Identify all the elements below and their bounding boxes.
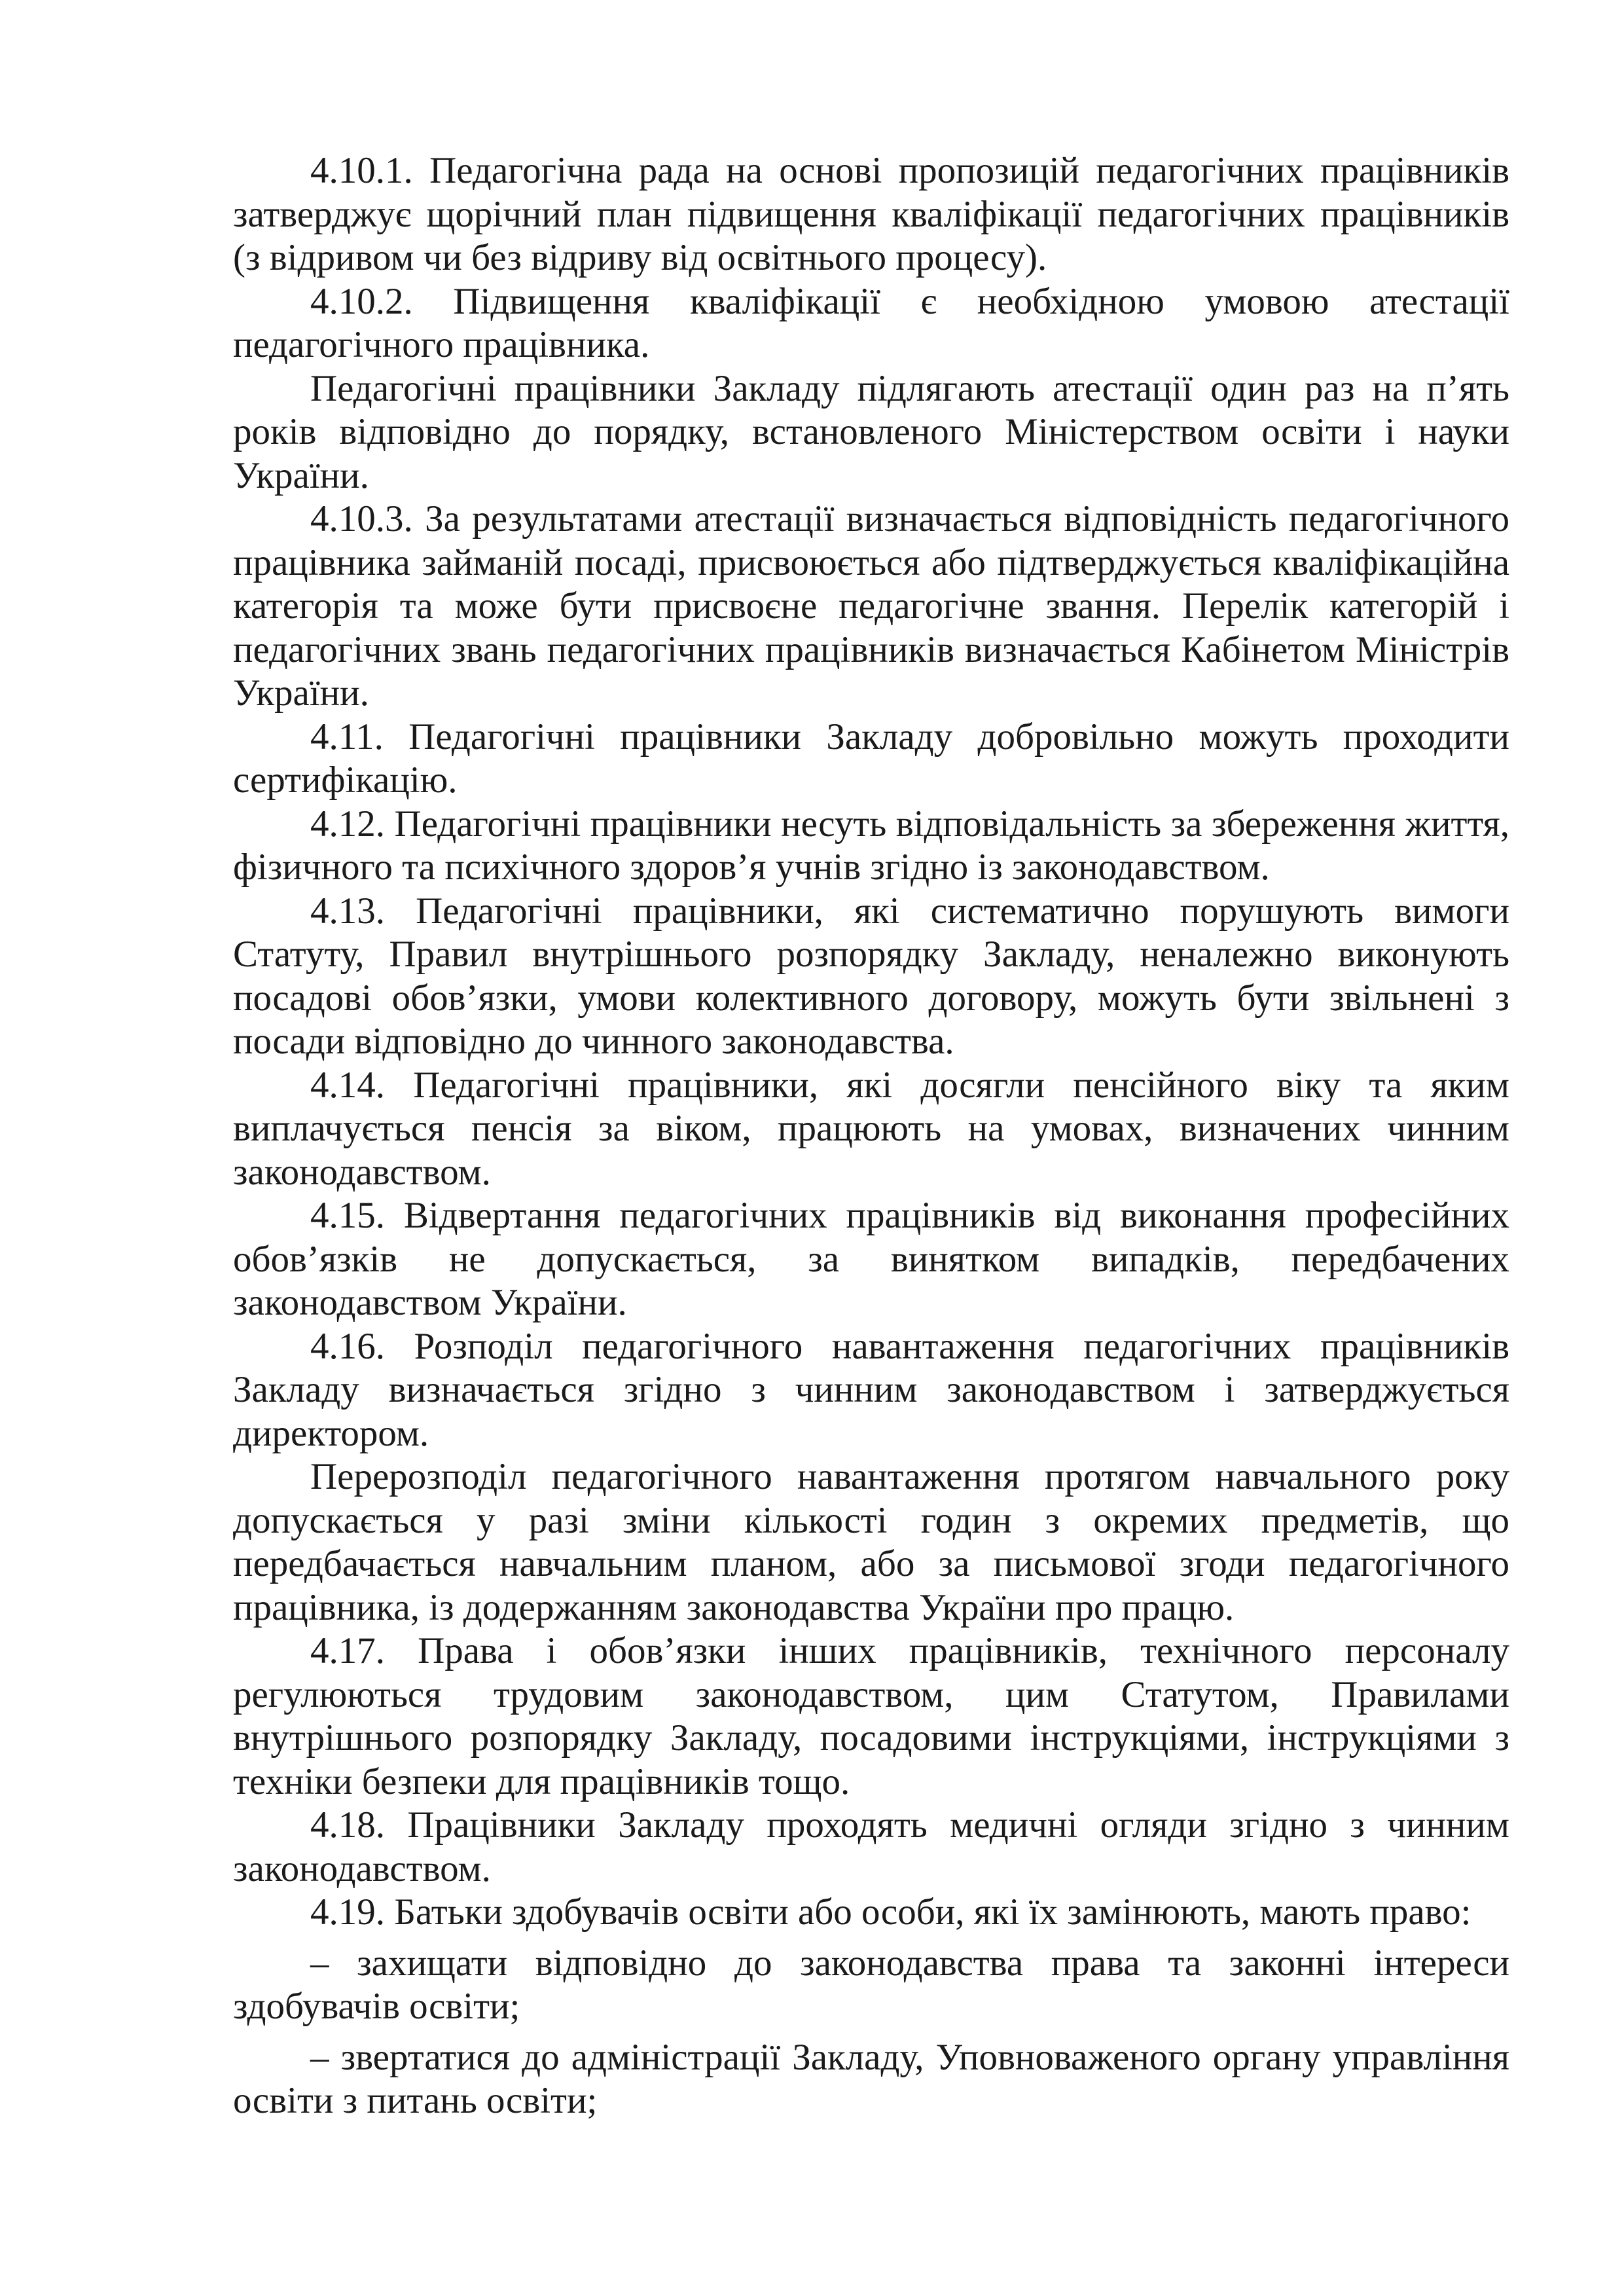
- list-item: [233, 1942, 1509, 2029]
- paragraph-4-17: 4.17. Права і обов’язки інших працівників, технічного персоналу регулюються трудовим законодавством, цим Статутом, Правилами внутрішнього розпорядку Закладу, посадовими інструкціями, інструкціями з техніки безпеки для працівників тощо.: [233, 1630, 1509, 1802]
- paragraph-4-10-3: 4.10.3. За результатами атестації визначається відповідність педагогічного працівника займаній посаді, присвоюється або підтверджується кваліфікаційна категорія та може бути присвоєне педагогічне звання. Перелік категорій і педагогічних звань педагогічних працівників визначається Кабінетом Міністрів України.: [233, 498, 1509, 714]
- paragraph-attestation: Педагогічні працівники Закладу підлягають атестації один раз на п’ять років відповідно до порядку, встановленого Міністерством освіти і науки України.: [233, 367, 1509, 496]
- paragraph-4-13: 4.13. Педагогічні працівники, які систематично порушують вимоги Статуту, Правил внутрішнього розпорядку Закладу, неналежно виконують посадові обов’язки, умови колективного договору, можуть бути звільнені з посади відповідно до чинного законодавства.: [233, 890, 1509, 1062]
- document-page: [233, 149, 1509, 2123]
- paragraph-4-10-2: 4.10.2. Підвищення кваліфікації є необхідною умовою атестації педагогічного працівника.: [233, 280, 1509, 365]
- list-dash: –: [310, 2036, 329, 2078]
- list-item-text: звертатися до адміністрації Закладу, Уповноваженого органу управління освіти з питань освіти;: [233, 2036, 1509, 2121]
- list-dash: –: [310, 1942, 329, 1984]
- paragraph-redistribution: Перерозподіл педагогічного навантаження протягом навчального року допускається у разі зміни кількості годин з окремих предметів, що передбачається навчальним планом, або за письмової згоди педагогічного працівника, із додержанням законодавства України про працю.: [233, 1456, 1509, 1628]
- list-item-text: захищати відповідно до законодавства права та законні інтереси здобувачів освіти;: [233, 1942, 1509, 2027]
- list-item: [233, 2036, 1509, 2123]
- paragraph-4-11: 4.11. Педагогічні працівники Закладу добровільно можуть проходити сертифікацію.: [233, 716, 1509, 801]
- paragraph-4-14: 4.14. Педагогічні працівники, які досягли пенсійного віку та яким виплачується пенсія за віком, працюють на умовах, визначених чинним законодавством.: [233, 1064, 1509, 1193]
- paragraph-4-15: 4.15. Відвертання педагогічних працівників від виконання професійних обов’язків не допускається, за винятком випадків, передбачених законодавством України.: [233, 1195, 1509, 1323]
- paragraph-4-16: 4.16. Розподіл педагогічного навантаження педагогічних працівників Закладу визначається згідно з чинним законодавством і затверджується директором.: [233, 1325, 1509, 1454]
- paragraph-4-12: 4.12. Педагогічні працівники несуть відповідальність за збереження життя, фізичного та психічного здоров’я учнів згідно із законодавством.: [233, 803, 1509, 888]
- paragraph-4-10-1: 4.10.1. Педагогічна рада на основі пропозицій педагогічних працівників затверджує щорічний план підвищення кваліфікації педагогічних працівників (з відривом чи без відриву від освітнього процесу).: [233, 150, 1509, 278]
- paragraph-4-18: 4.18. Працівники Закладу проходять медичні огляди згідно з чинним законодавством.: [233, 1804, 1509, 1889]
- paragraph-4-19: 4.19. Батьки здобувачів освіти або особи, які їх замінюють, мають право:: [310, 1891, 1471, 1933]
